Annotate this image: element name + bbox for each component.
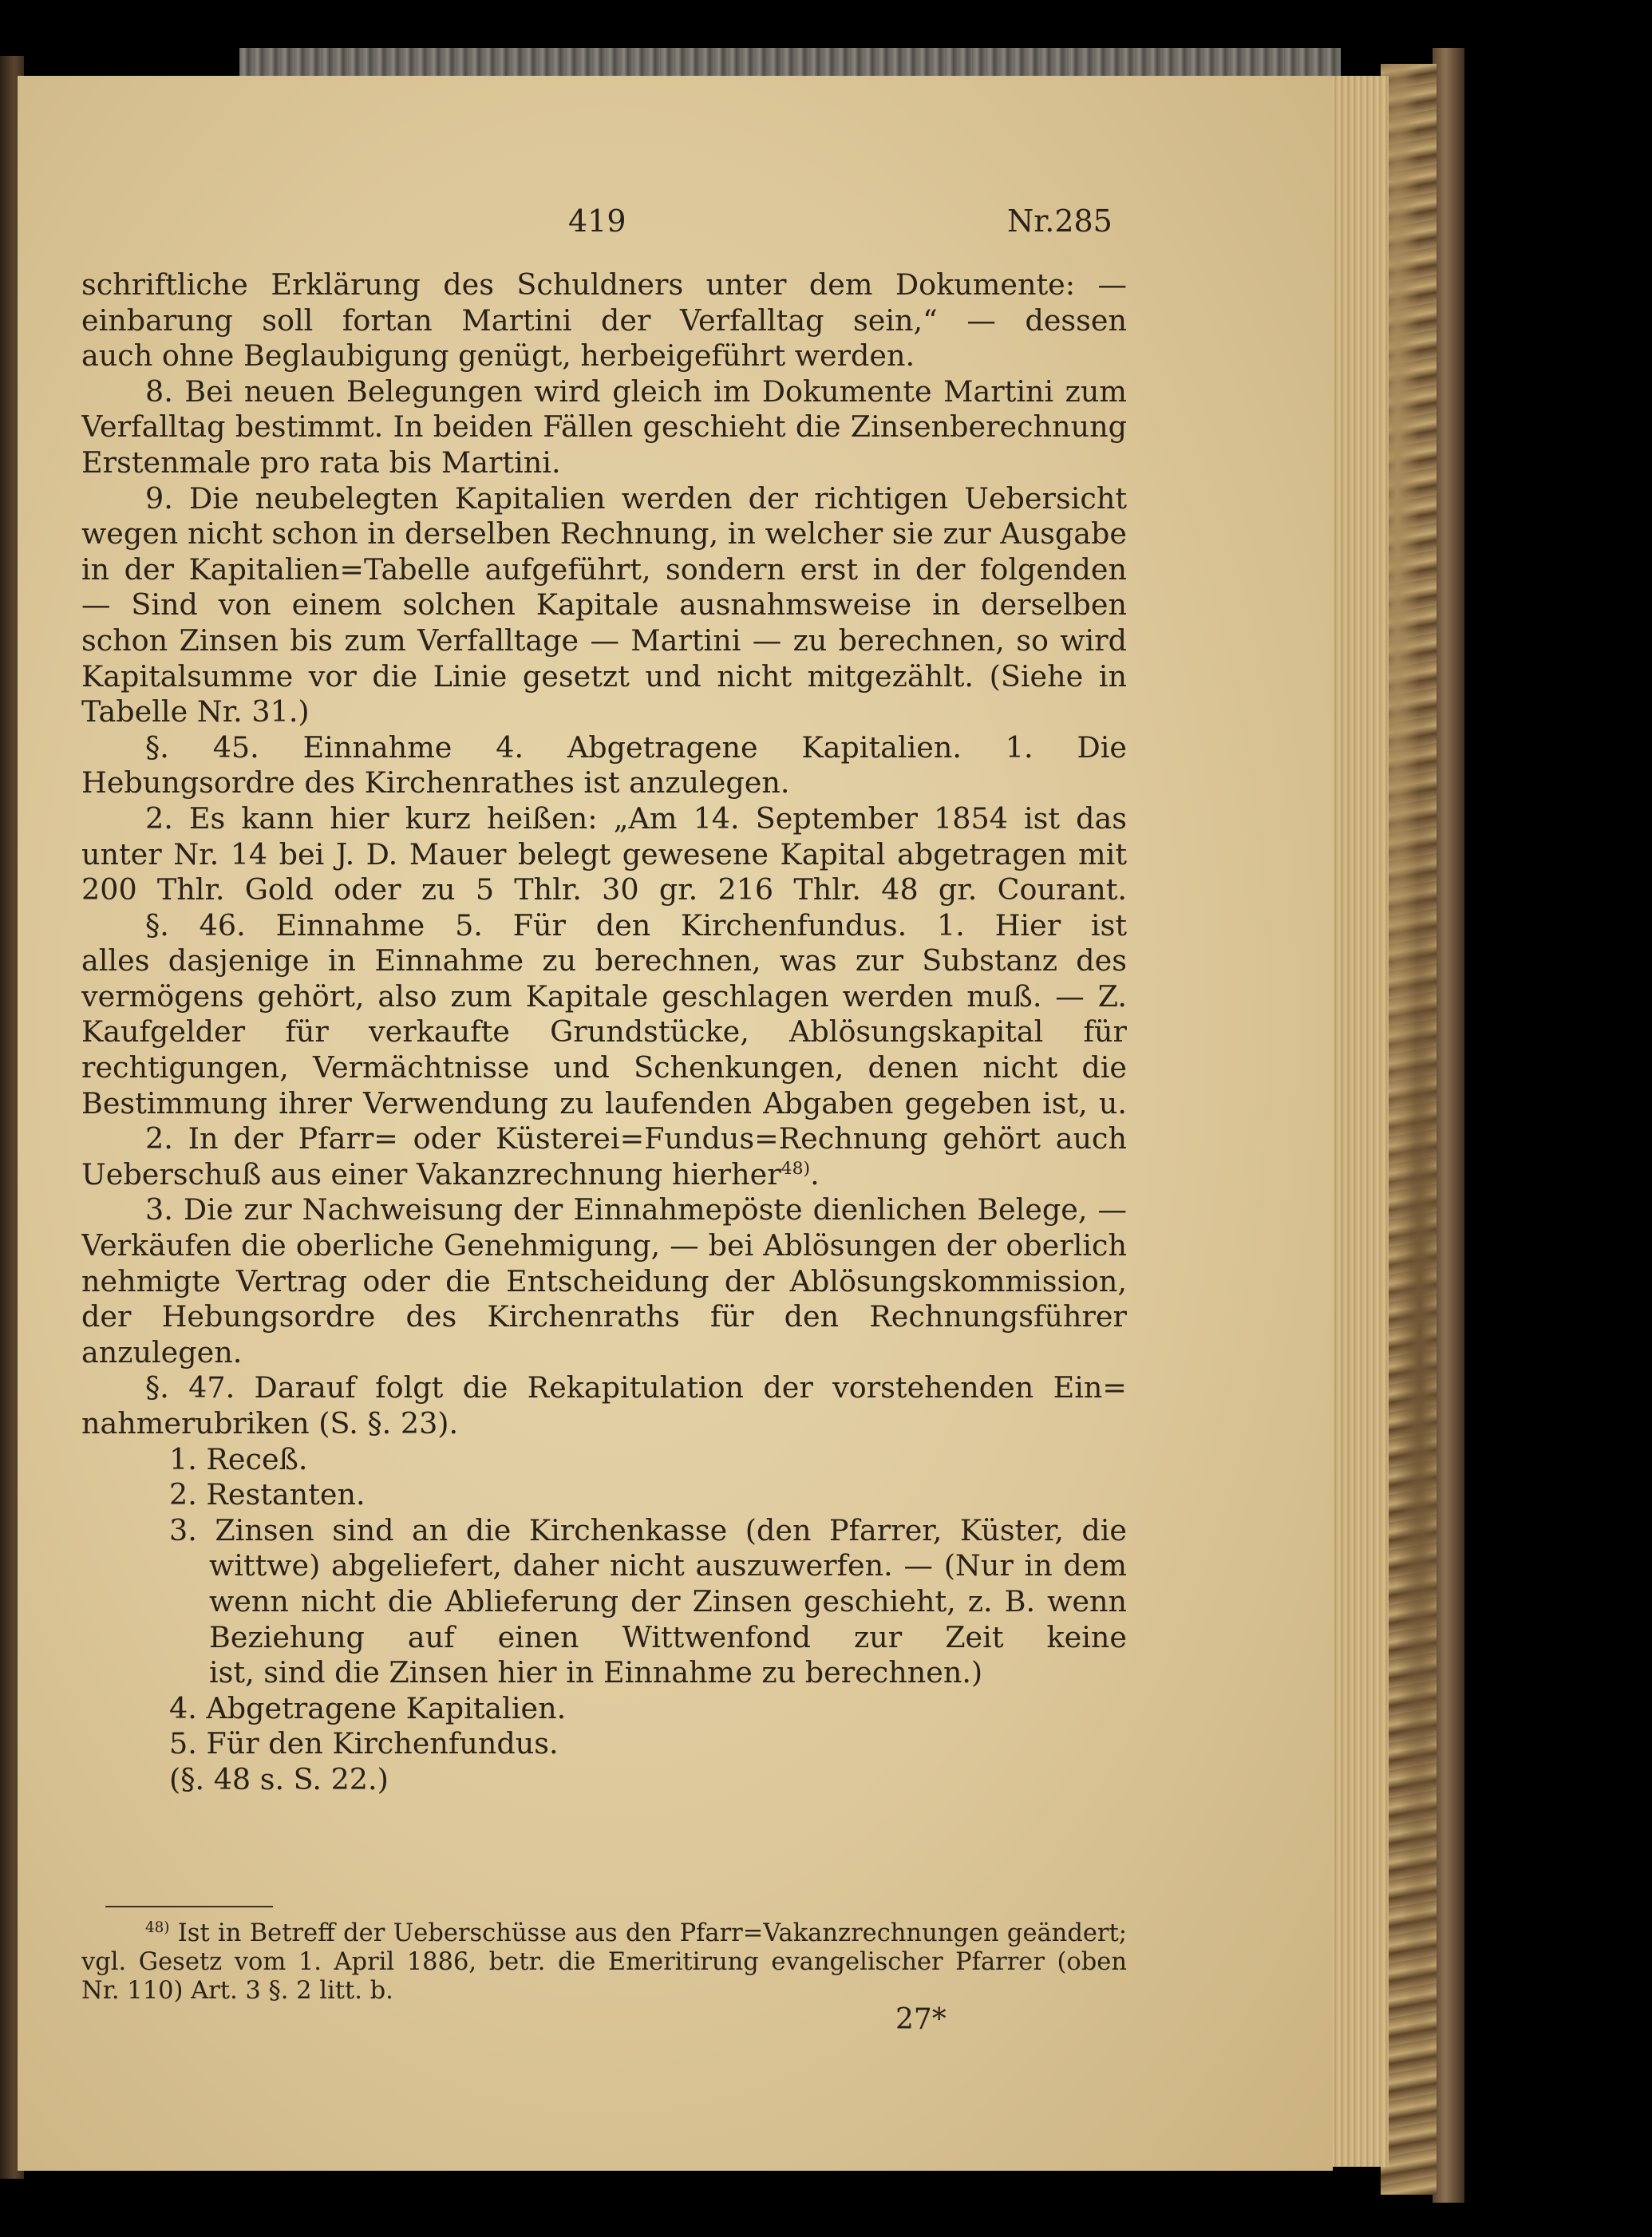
- text-line: 200 Thlr. Gold oder zu 5 Thlr. 30 gr. 216 Thlr. 48 gr. Courant.: [81, 872, 1127, 907]
- text-line: 8. Bei neuen Belegungen wird gleich im Dokumente Martini zum: [145, 373, 1127, 409]
- book-spine: [1433, 48, 1464, 2203]
- footnote-divider: [105, 1906, 273, 1907]
- text-line: 2. Es kann hier kurz heißen: „Am 14. September 1854 ist das: [145, 800, 1127, 836]
- text-line: schon Zinsen bis zum Verfalltage — Martini — zu berechnen, so wird: [81, 622, 1127, 658]
- text-line: rechtigungen, Vermächtnisse und Schenkungen, denen nicht die: [81, 1050, 1127, 1085]
- text-line: alles dasjenige in Einnahme zu berechnen, was zur Substanz des: [81, 943, 1127, 978]
- list-item: 4. Abgetragene Kapitalien.: [169, 1690, 567, 1725]
- footnote-line: [81, 1919, 1127, 1948]
- list-item-continuation: ist, sind die Zinsen hier in Einnahme zu berechnen.): [209, 1655, 983, 1690]
- text-line: Kaufgelder für verkaufte Grundstücke, Ablösungskapital für: [81, 1014, 1127, 1049]
- text-line: nehmigte Vertrag oder die Entscheidung der Ablösungskommission,: [81, 1263, 1127, 1298]
- document-number: Nr.285: [1007, 204, 1113, 239]
- section-reference: (§. 48 s. S. 22.): [169, 1761, 389, 1796]
- text-line: Erstenmale pro rata bis Martini.: [81, 445, 561, 480]
- footnote-line: Nr. 110) Art. 3 §. 2 litt. b.: [81, 1977, 393, 2005]
- printer-signature: 27*: [895, 2003, 947, 2036]
- footnote-text: Ist in Betreff der Ueberschüsse aus den Pfarr=Vakanzrechnungen geändert;: [177, 1919, 1127, 1947]
- text-line: Kapitalsumme vor die Linie gesetzt und nicht mitgezählt. (Siehe in: [81, 658, 1127, 694]
- book-page: [18, 76, 1333, 2171]
- page-number: 419: [568, 204, 626, 239]
- text-line: Bestimmung ihrer Verwendung zu laufenden Abgaben gegeben ist, u.: [81, 1085, 1127, 1120]
- list-item-continuation: wenn nicht die Ablieferung der Zinsen geschieht, z. B. wenn: [209, 1583, 1127, 1618]
- text-line: nahmerubriken (S. §. 23).: [81, 1406, 459, 1441]
- section-heading-45: §. 45. Einnahme 4. Abgetragene Kapitalien. 1. Die: [145, 729, 1127, 765]
- marbled-edge: [1381, 64, 1437, 2195]
- text-line: schriftliche Erklärung des Schuldners unter dem Dokumente: —: [81, 267, 1127, 302]
- text-line: wegen nicht schon in derselben Rechnung, in welcher sie zur Ausgabe: [81, 516, 1127, 551]
- text-line: Hebungsordre des Kirchenrathes ist anzulegen.: [81, 765, 790, 800]
- list-item: 3. Zinsen sind an die Kirchenkasse (den Pfarrer, Küster, die: [169, 1512, 1127, 1547]
- text-line: 3. Die zur Nachweisung der Einnahmepöste dienlichen Belege, —: [145, 1192, 1127, 1227]
- list-item: 1. Receß.: [169, 1441, 308, 1476]
- section-heading-46: §. 46. Einnahme 5. Für den Kirchenfundus. 1. Hier ist: [145, 907, 1127, 943]
- text-line: [81, 1157, 1127, 1193]
- text-line: vermögens gehört, also zum Kapitale geschlagen werden muß. — Z.: [81, 978, 1127, 1014]
- text-line: 2. In der Pfarr= oder Küsterei=Fundus=Rechnung gehört auch: [145, 1121, 1127, 1156]
- footnote-marker: 48): [145, 1919, 170, 1936]
- section-heading-47: §. 47. Darauf folgt die Rekapitulation der vorstehenden Ein=: [145, 1370, 1127, 1405]
- text-line: 9. Die neubelegten Kapitalien werden der richtigen Uebersicht: [145, 480, 1127, 516]
- text-line: der Hebungsordre des Kirchenraths für den Rechnungsführer: [81, 1299, 1127, 1334]
- footnote-reference: 48): [781, 1158, 811, 1179]
- page-stack-edges: [1325, 76, 1389, 2167]
- footnote: [81, 1919, 1127, 2006]
- text-line: anzulegen.: [81, 1334, 243, 1369]
- text-line-content: Ueberschuß aus einer Vakanzrechnung hierher: [81, 1156, 781, 1192]
- text-line: auch ohne Beglaubigung genügt, herbeigeführt werden.: [81, 338, 915, 373]
- text-line-tail: .: [810, 1156, 820, 1192]
- body-text: [81, 267, 1127, 1798]
- text-line: Verfalltag bestimmt. In beiden Fällen geschieht die Zinsenberechnung: [81, 409, 1127, 445]
- list-item-continuation: Beziehung auf einen Wittwenfond zur Zeit keine: [209, 1619, 1127, 1654]
- page-header: [18, 204, 1333, 251]
- list-item: 2. Restanten.: [169, 1477, 366, 1512]
- text-line: unter Nr. 14 bei J. D. Mauer belegt gewesene Kapital abgetragen mit: [81, 836, 1127, 871]
- text-line: in der Kapitalien=Tabelle aufgeführt, sondern erst in der folgenden: [81, 551, 1127, 587]
- text-line: Tabelle Nr. 31.): [81, 694, 310, 729]
- footnote-line: vgl. Gesetz vom 1. April 1886, betr. die Emeritirung evangelischer Pfarrer (oben: [81, 1948, 1127, 1976]
- list-item: 5. Für den Kirchenfundus.: [169, 1726, 559, 1761]
- text-line: Verkäufen die oberliche Genehmigung, — bei Ablösungen der oberlich: [81, 1228, 1127, 1263]
- list-item-continuation: wittwe) abgeliefert, daher nicht auszuwerfen. — (Nur in dem: [209, 1548, 1127, 1583]
- text-line: — Sind von einem solchen Kapitale ausnahmsweise in derselben: [81, 587, 1127, 622]
- text-line: einbarung soll fortan Martini der Verfalltag sein,“ — dessen: [81, 302, 1127, 338]
